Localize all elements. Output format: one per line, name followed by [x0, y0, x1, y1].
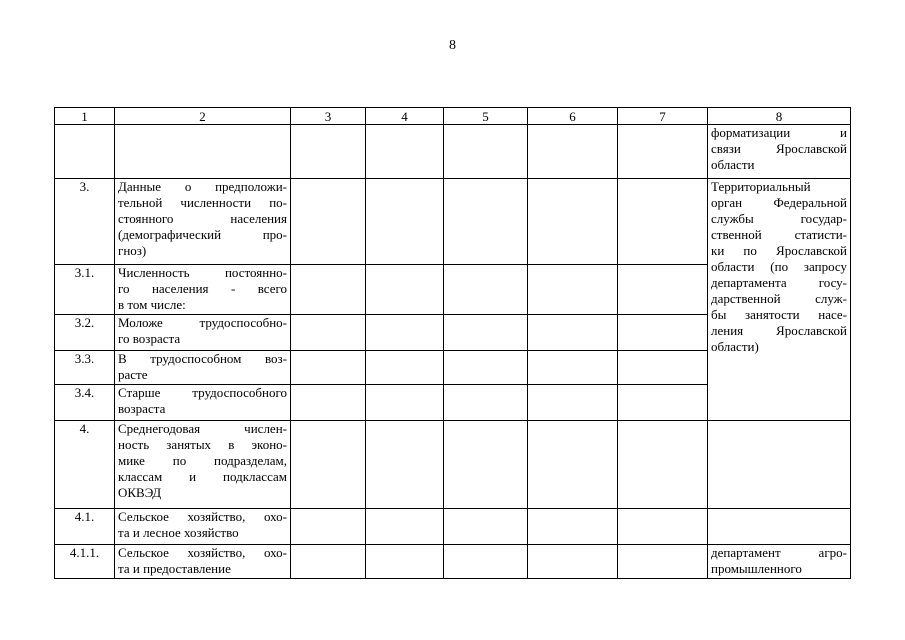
- indicator-name-cell: [115, 265, 291, 315]
- value-cell: [366, 125, 444, 179]
- table-body: [55, 108, 851, 579]
- row-number-cell: 3.3.: [55, 351, 115, 385]
- value-cell: [291, 545, 366, 579]
- data-table: [54, 107, 851, 579]
- value-cell: [618, 385, 708, 421]
- cell-text-line: ность занятых в эконо-: [118, 437, 287, 452]
- table-row: [55, 179, 851, 265]
- cell-text-line: ственной статисти-: [711, 227, 847, 242]
- cell-text-line: тельной численности по-: [118, 195, 287, 210]
- cell-text-line: Среднегодовая числен-: [118, 421, 287, 436]
- indicator-name-cell: [115, 421, 291, 509]
- cell-text-line: гноз): [118, 243, 147, 258]
- row-number-cell: 3.1.: [55, 265, 115, 315]
- row-number-cell: 4.1.: [55, 509, 115, 545]
- cell-text-line: области (по запросу: [711, 259, 847, 274]
- value-cell: [618, 315, 708, 351]
- value-cell: [366, 351, 444, 385]
- header-row: [55, 108, 851, 125]
- table-row: [55, 545, 851, 579]
- value-cell: [366, 421, 444, 509]
- cell-text-line: связи Ярославской: [711, 141, 847, 156]
- cell-text-line: департамент агро-: [711, 545, 847, 560]
- value-cell: [291, 315, 366, 351]
- indicator-name-cell: [115, 179, 291, 265]
- source-cell: [708, 125, 851, 179]
- column-header: 4: [366, 108, 444, 125]
- cell-text-line: департамента госу-: [711, 275, 847, 290]
- value-cell: [444, 265, 528, 315]
- source-cell: [708, 545, 851, 579]
- row-number-cell: 3.: [55, 179, 115, 265]
- value-cell: [618, 179, 708, 265]
- value-cell: [618, 509, 708, 545]
- table-row: [55, 509, 851, 545]
- cell-text-line: Численность постоянно-: [118, 265, 287, 280]
- value-cell: [444, 351, 528, 385]
- value-cell: [444, 315, 528, 351]
- value-cell: [366, 545, 444, 579]
- cell-text-line: Моложе трудоспособно-: [118, 315, 287, 330]
- column-header: 6: [528, 108, 618, 125]
- cell-text-line: области: [711, 157, 755, 172]
- value-cell: [618, 421, 708, 509]
- column-header: 2: [115, 108, 291, 125]
- cell-text-line: стоянного населения: [118, 211, 287, 226]
- source-cell: [708, 179, 851, 421]
- value-cell: [528, 265, 618, 315]
- source-cell: [708, 421, 851, 509]
- indicator-name-cell: [115, 545, 291, 579]
- cell-text-line: форматизации и: [711, 125, 847, 140]
- column-header: 3: [291, 108, 366, 125]
- cell-text-line: орган Федеральной: [711, 195, 847, 210]
- value-cell: [366, 265, 444, 315]
- cell-text-line: Территориальный: [711, 179, 811, 194]
- value-cell: [528, 125, 618, 179]
- cell-text-line: Сельское хозяйство, охо-: [118, 509, 287, 524]
- cell-text-line: промышленного: [711, 561, 802, 576]
- value-cell: [366, 385, 444, 421]
- value-cell: [528, 315, 618, 351]
- cell-text-line: классам и подклассам: [118, 469, 287, 484]
- row-number-cell: 3.2.: [55, 315, 115, 351]
- cell-text-line: (демографический про-: [118, 227, 287, 242]
- column-header: 7: [618, 108, 708, 125]
- value-cell: [528, 351, 618, 385]
- cell-text-line: области): [711, 339, 759, 354]
- row-number-cell: 4.1.1.: [55, 545, 115, 579]
- value-cell: [291, 179, 366, 265]
- indicator-name-cell: [115, 125, 291, 179]
- value-cell: [366, 315, 444, 351]
- cell-text-line: В трудоспособном воз-: [118, 351, 287, 366]
- cell-text-line: службы государ-: [711, 211, 847, 226]
- table-row: [55, 125, 851, 179]
- value-cell: [528, 509, 618, 545]
- value-cell: [291, 351, 366, 385]
- value-cell: [444, 385, 528, 421]
- value-cell: [528, 179, 618, 265]
- cell-text-line: ОКВЭД: [118, 485, 162, 500]
- value-cell: [444, 509, 528, 545]
- cell-text-line: Сельское хозяйство, охо-: [118, 545, 287, 560]
- column-header: 5: [444, 108, 528, 125]
- value-cell: [528, 385, 618, 421]
- value-cell: [618, 351, 708, 385]
- source-cell: [708, 509, 851, 545]
- cell-text-line: возраста: [118, 401, 166, 416]
- cell-text-line: та и предоставление: [118, 561, 231, 576]
- value-cell: [366, 179, 444, 265]
- cell-text-line: бы занятости насе-: [711, 307, 847, 322]
- row-number-cell: 3.4.: [55, 385, 115, 421]
- value-cell: [618, 545, 708, 579]
- cell-text-line: мике по подразделам,: [118, 453, 287, 468]
- value-cell: [366, 509, 444, 545]
- cell-text-line: ления Ярославской: [711, 323, 847, 338]
- indicator-name-cell: [115, 509, 291, 545]
- cell-text-line: Старше трудоспособного: [118, 385, 287, 400]
- row-number-cell: [55, 125, 115, 179]
- value-cell: [291, 125, 366, 179]
- value-cell: [291, 509, 366, 545]
- column-header: 1: [55, 108, 115, 125]
- column-header: 8: [708, 108, 851, 125]
- value-cell: [444, 421, 528, 509]
- value-cell: [291, 421, 366, 509]
- value-cell: [618, 125, 708, 179]
- value-cell: [444, 179, 528, 265]
- value-cell: [618, 265, 708, 315]
- value-cell: [528, 545, 618, 579]
- value-cell: [444, 125, 528, 179]
- value-cell: [528, 421, 618, 509]
- cell-text-line: та и лесное хозяйство: [118, 525, 239, 540]
- page-number: 8: [449, 38, 456, 53]
- cell-text-line: Данные о предположи-: [118, 179, 287, 194]
- value-cell: [444, 545, 528, 579]
- row-number-cell: 4.: [55, 421, 115, 509]
- cell-text-line: дарственной служ-: [711, 291, 847, 306]
- indicator-name-cell: [115, 351, 291, 385]
- table-row: [55, 421, 851, 509]
- cell-text-line: в том числе:: [118, 297, 186, 312]
- value-cell: [291, 385, 366, 421]
- indicator-name-cell: [115, 385, 291, 421]
- cell-text-line: го возраста: [118, 331, 181, 346]
- cell-text-line: ки по Ярославской: [711, 243, 847, 258]
- value-cell: [291, 265, 366, 315]
- indicator-name-cell: [115, 315, 291, 351]
- cell-text-line: го населения - всего: [118, 281, 287, 296]
- cell-text-line: расте: [118, 367, 148, 382]
